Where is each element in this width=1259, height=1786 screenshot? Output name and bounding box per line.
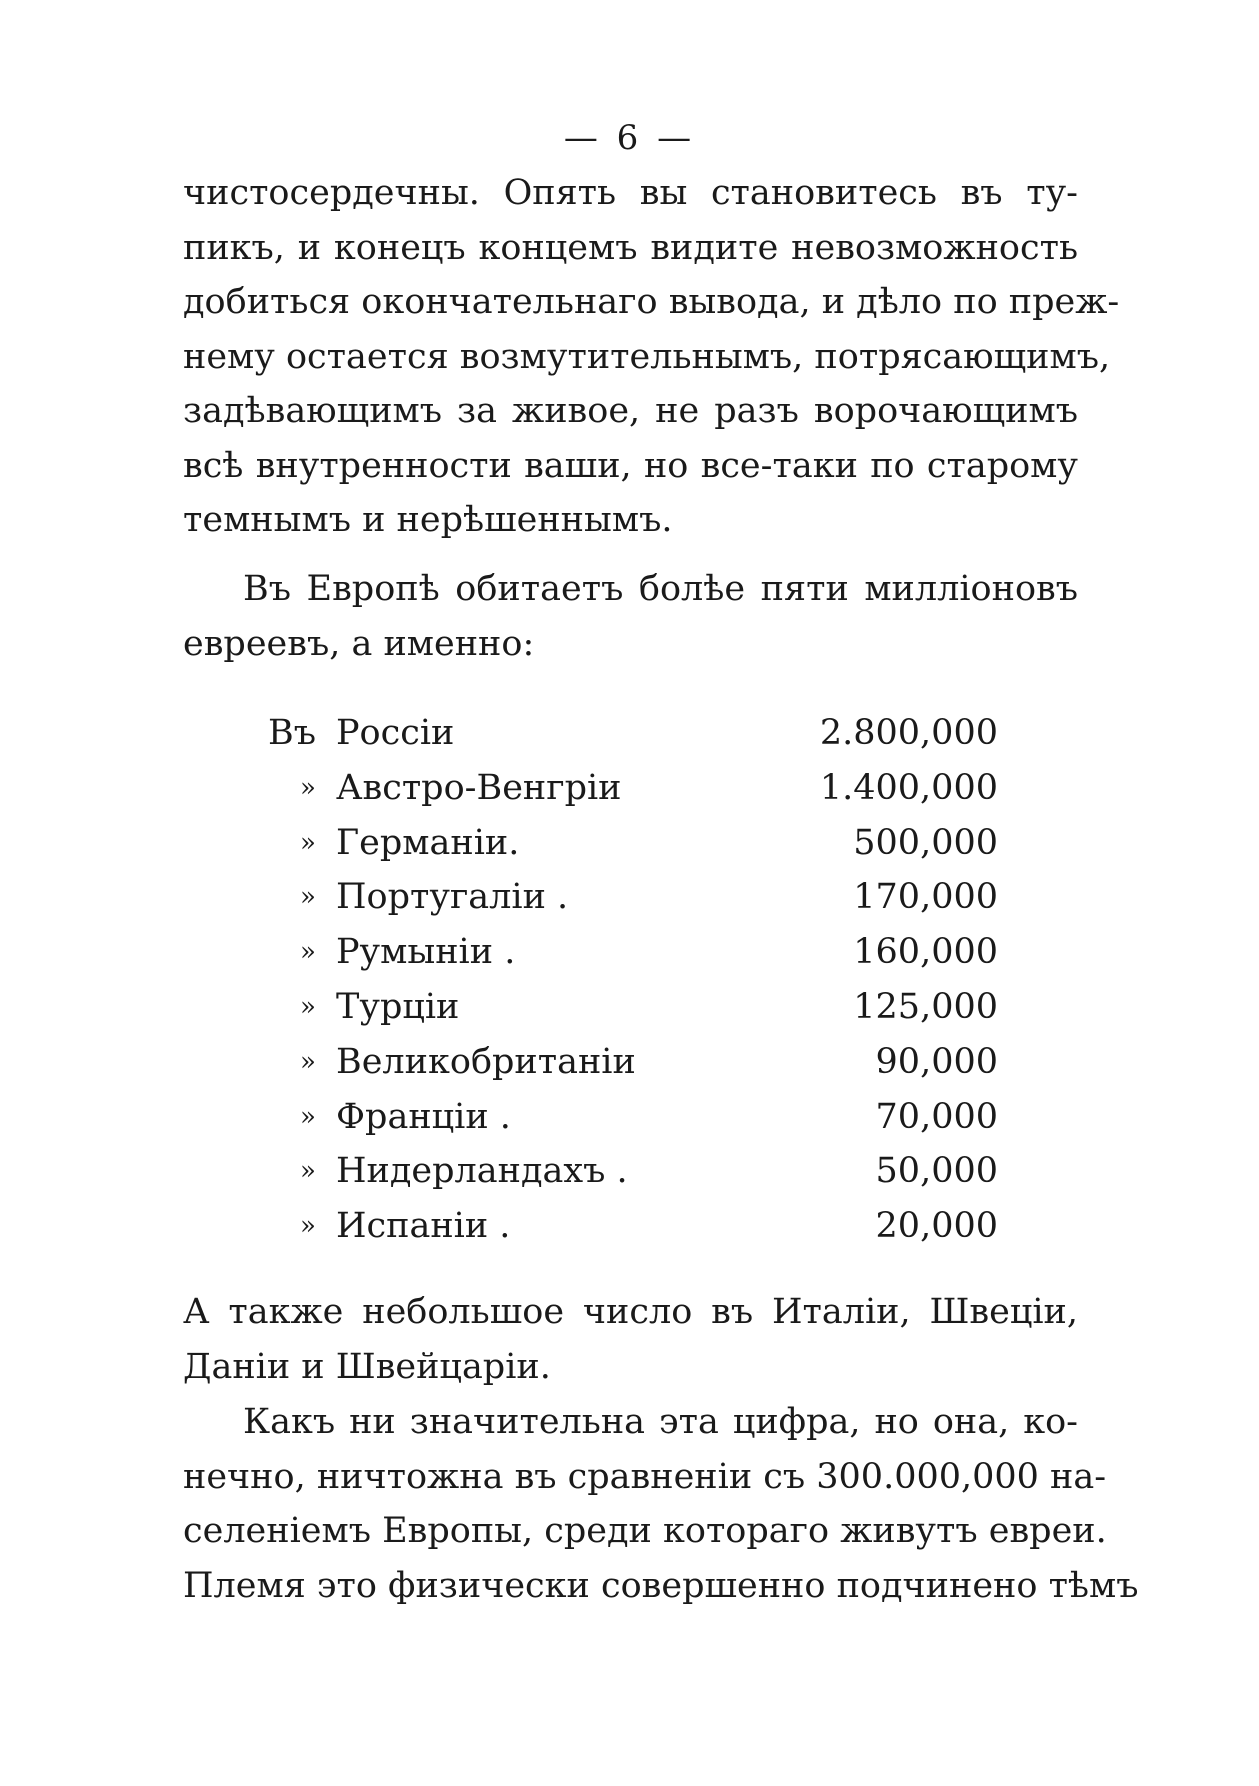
row-prefix: Въ bbox=[268, 713, 316, 753]
ditto-mark: » bbox=[300, 882, 316, 913]
table-row bbox=[268, 980, 998, 1035]
table-row bbox=[268, 1199, 998, 1254]
table-row bbox=[268, 870, 998, 925]
table-row bbox=[268, 816, 998, 871]
ditto-mark: » bbox=[300, 1156, 316, 1187]
text-line: нечно, ничтожна въ сравненіи съ 300.000,000 на- bbox=[183, 1456, 1107, 1497]
country-name: Германіи. bbox=[336, 822, 520, 863]
ditto-mark: » bbox=[300, 1211, 316, 1242]
ditto-mark: » bbox=[300, 991, 316, 1022]
ditto-mark: » bbox=[300, 1046, 316, 1077]
country-name: Австро-Венгріи bbox=[336, 767, 622, 808]
table-row bbox=[268, 1035, 998, 1090]
country-name: Великобританіи bbox=[336, 1041, 636, 1082]
text-line: Даніи и Швейцаріи. bbox=[183, 1346, 551, 1387]
population-value: 50,000 bbox=[875, 1151, 998, 1192]
population-value: 500,000 bbox=[853, 822, 998, 863]
paragraph-intro bbox=[183, 562, 1078, 671]
population-value: 160,000 bbox=[853, 932, 998, 973]
text-line: селеніемъ Европы, среди котораго живутъ евреи. bbox=[183, 1511, 1107, 1551]
text-line: евреевъ, а именно: bbox=[183, 623, 535, 664]
country-name: Турціи bbox=[336, 986, 460, 1027]
country-name: Португаліи . bbox=[336, 877, 569, 918]
country-name: Нидерландахъ . bbox=[336, 1151, 628, 1192]
paragraph-also bbox=[183, 1285, 1078, 1394]
country-name: Россіи bbox=[336, 713, 455, 753]
population-table bbox=[268, 706, 998, 1254]
population-value: 90,000 bbox=[875, 1041, 998, 1082]
population-value: 170,000 bbox=[853, 877, 998, 918]
table-row bbox=[268, 925, 998, 980]
paragraph-continuation bbox=[183, 166, 1120, 548]
paragraph-comparison bbox=[183, 1395, 1139, 1613]
table-row bbox=[268, 1090, 998, 1145]
population-value: 70,000 bbox=[875, 1096, 998, 1137]
ditto-mark: » bbox=[300, 937, 316, 968]
page-number: — 6 — bbox=[563, 118, 696, 158]
population-value: 20,000 bbox=[875, 1206, 998, 1247]
text-line: нему остается возмутительнымъ, потрясающимъ, bbox=[183, 336, 1111, 377]
text-line: Племя это физически совершенно подчинено тѣмъ bbox=[183, 1565, 1139, 1606]
table-row bbox=[268, 706, 998, 761]
text-line: задѣвающимъ за живое, не разъ ворочающимъ bbox=[183, 391, 1078, 431]
text-line: добиться окончательнаго вывода, и дѣло по преж- bbox=[183, 282, 1120, 322]
text-line: Въ Европѣ обитаетъ болѣе пяти милліоновъ bbox=[243, 569, 1078, 609]
ditto-mark: » bbox=[300, 827, 316, 858]
text-line: темнымъ и нерѣшеннымъ. bbox=[183, 500, 673, 540]
population-value: 1.400,000 bbox=[819, 767, 998, 808]
text-line: пикъ, и конецъ концемъ видите невозможность bbox=[183, 227, 1078, 268]
text-line: А также небольшое число въ Италіи, Швеціи, bbox=[183, 1292, 1078, 1332]
ditto-mark: » bbox=[300, 1101, 316, 1132]
table-row bbox=[268, 761, 998, 816]
population-value: 125,000 bbox=[853, 986, 998, 1027]
text-line: чистосердечны. Опять вы становитесь въ ту- bbox=[183, 173, 1078, 213]
text-line: всѣ внутренности ваши, но все-таки по старому bbox=[183, 445, 1078, 486]
population-value: 2.800,000 bbox=[819, 713, 998, 753]
country-name: Франціи . bbox=[336, 1096, 511, 1137]
country-name: Румыніи . bbox=[336, 932, 516, 973]
table-row bbox=[268, 1144, 998, 1199]
ditto-mark: » bbox=[300, 772, 316, 803]
country-name: Испаніи . bbox=[336, 1206, 511, 1247]
text-line: Какъ ни значительна эта цифра, но она, ко- bbox=[243, 1402, 1078, 1442]
